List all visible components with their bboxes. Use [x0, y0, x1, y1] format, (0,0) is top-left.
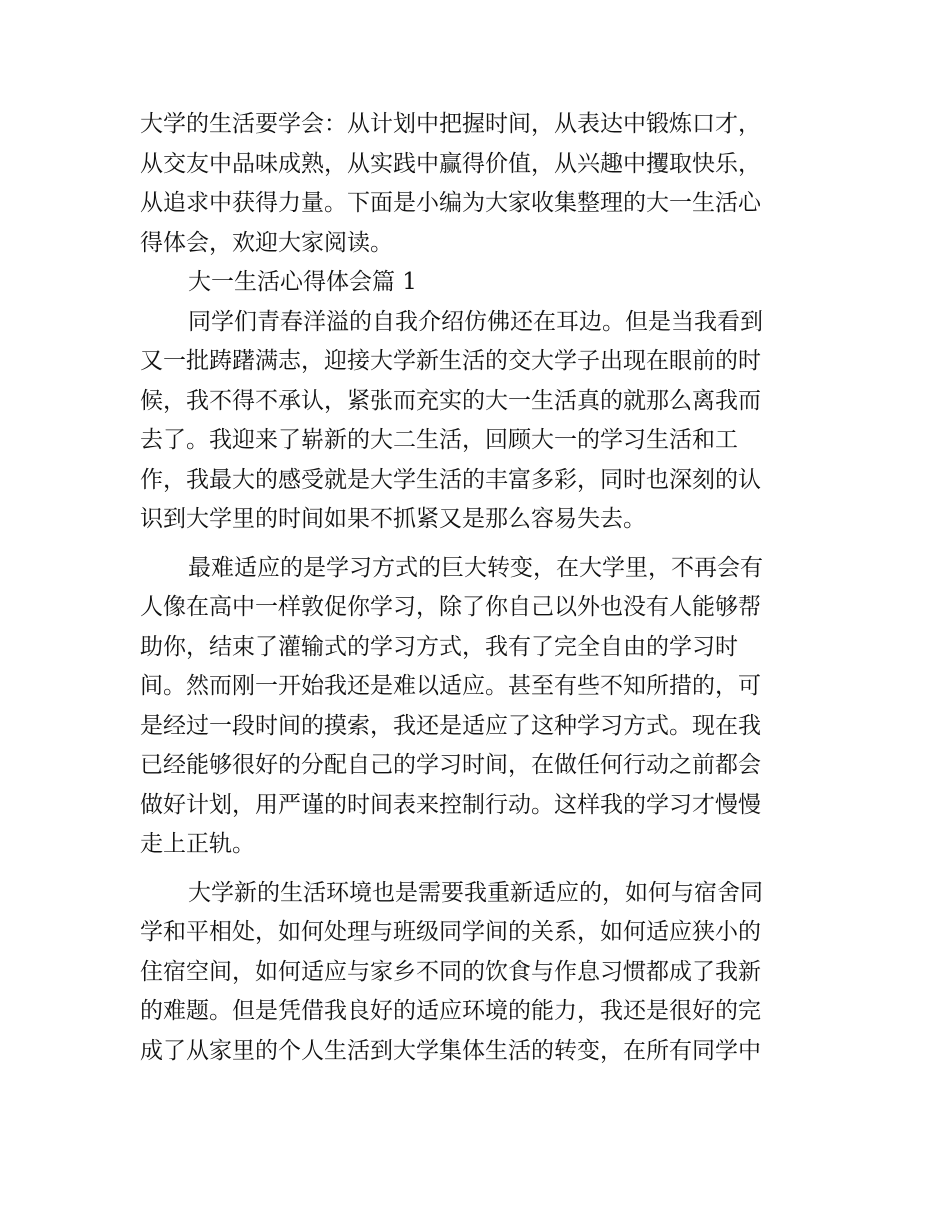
- text-line: 作，我最大的感受就是大学生活的丰富多彩，同时也深刻的认: [140, 466, 761, 493]
- text-line: 大学的生活要学会：从计划中把握时间，从表达中锻炼口才，: [140, 111, 761, 137]
- text-line: 已经能够很好的分配自己的学习时间，在做任何行动之前都会: [140, 752, 761, 778]
- text-line: 同学们青春洋溢的自我介绍仿佛还在耳边。但是当我看到: [188, 308, 763, 335]
- intro-paragraph: [140, 105, 810, 263]
- section-heading: 大一生活心得体会篇 1: [188, 269, 417, 295]
- text-line: 从追求中获得力量。下面是小编为大家收集整理的大一生活心: [140, 190, 761, 216]
- text-line: 人像在高中一样敦促你学习，除了你自己以外也没有人能够帮: [140, 594, 761, 620]
- text-line: 识到大学里的时间如果不抓紧又是那么容易失去。: [140, 506, 646, 532]
- text-line: 助你，结束了灌输式的学习方式，我有了完全自由的学习时: [140, 633, 738, 660]
- text-line: 最难适应的是学习方式的巨大转变，在大学里，不再会有: [188, 554, 763, 581]
- text-line: 得体会，欢迎大家阅读。: [140, 229, 393, 256]
- text-line: 又一批踌躇满志，迎接大学新生活的交大学子出现在眼前的时: [140, 348, 761, 374]
- text-line: 学和平相处，如何处理与班级同学间的关系，如何适应狭小的: [140, 919, 761, 945]
- document-body: [140, 105, 810, 1071]
- text-line: 候，我不得不承认，紧张而充实的大一生活真的就那么离我而: [140, 387, 761, 414]
- text-line: 从交友中品味成熟，从实践中赢得价值，从兴趣中攫取快乐，: [140, 150, 761, 177]
- text-line: 做好计划，用严谨的时间表来控制行动。这样我的学习才慢慢: [140, 791, 761, 818]
- paragraph-1: [140, 303, 810, 540]
- paragraph-3: [140, 874, 810, 1072]
- text-line: 是经过一段时间的摸索，我还是适应了这种学习方式。现在我: [140, 712, 761, 739]
- text-line: 走上正轨。: [140, 831, 255, 857]
- text-line: 的难题。但是凭借我良好的适应环境的能力，我还是很好的完: [140, 998, 761, 1024]
- text-line: 大学新的生活环境也是需要我重新适应的，如何与宿舍同: [188, 879, 763, 906]
- text-line: 去了。我迎来了崭新的大二生活，回顾大一的学习生活和工: [140, 427, 738, 453]
- text-line: 住宿空间，如何适应与家乡不同的饮食与作息习惯都成了我新: [140, 958, 761, 985]
- text-line: 间。然而刚一开始我还是难以适应。甚至有些不知所措的，可: [140, 673, 761, 699]
- paragraph-2: [140, 549, 810, 865]
- text-line: 成了从家里的个人生活到大学集体生活的转变，在所有同学中: [140, 1037, 761, 1064]
